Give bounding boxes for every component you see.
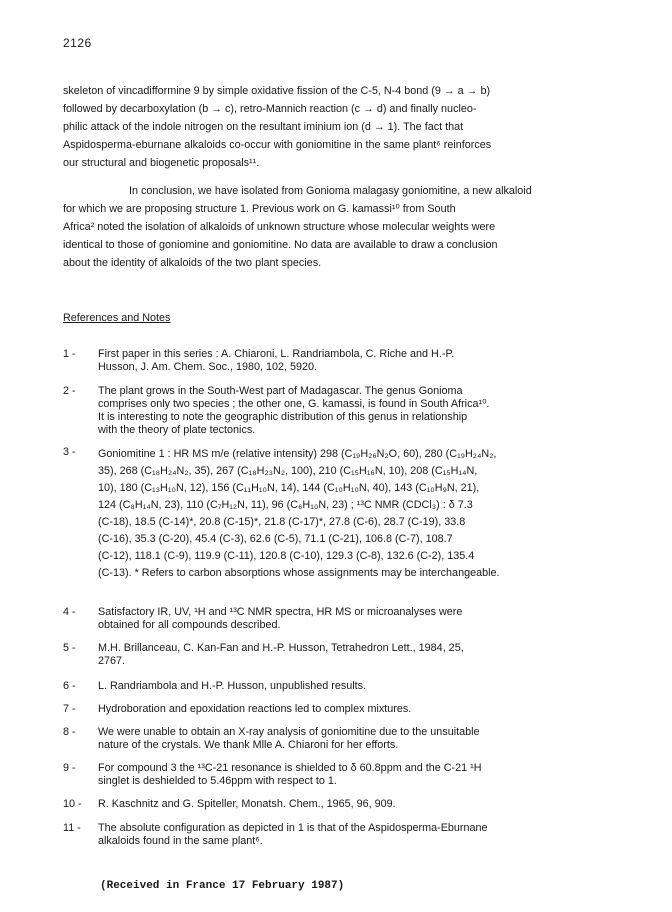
text-line: Hydroboration and epoxidation reactions led to complex mixtures. xyxy=(98,703,412,715)
text-line: with the theory of plate tectonics. xyxy=(98,424,256,436)
text-line: Husson, J. Am. Chem. Soc., 1980, 102, 5920. xyxy=(98,361,318,373)
text-line: skeleton of vincadifformine 9 by simple oxidative fission of the C-5, N-4 bond (9 → a → b) xyxy=(63,85,491,97)
reference-number: 6 - xyxy=(63,680,76,692)
reference-number: 8 - xyxy=(63,726,76,738)
text-line: 2767. xyxy=(98,655,126,667)
reference-number: 5 - xyxy=(63,642,76,654)
text-line: (C-18), 18.5 (C-14)*, 20.8 (C-15)*, 21.8 (C-17)*, 27.8 (C-6), 28.7 (C-19), 33.8 xyxy=(98,516,466,528)
reference-number: 1 - xyxy=(63,348,76,360)
received-date: (Received in France 17 February 1987) xyxy=(100,880,345,892)
text-line: R. Kaschnitz and G. Spiteller, Monatsh. Chem., 1965, 96, 909. xyxy=(98,798,396,810)
text-line: Aspidosperma-eburnane alkaloids co-occur with goniomitine in the same plant⁶ reinforces xyxy=(63,139,492,151)
references-heading: References and Notes xyxy=(63,312,171,324)
text-line: L. Randriambola and H.-P. Husson, unpublished results. xyxy=(98,680,367,692)
text-line: It is interesting to note the geographic distribution of this genus in relationship xyxy=(98,411,468,423)
text-line: Africa² noted the isolation of alkaloids of unknown structure whose molecular weights were xyxy=(63,221,496,233)
text-line: 10), 180 (C₁₃H₁₀N, 12), 156 (C₁₁H₁₀N, 14), 144 (C₁₀H₁₀N, 40), 143 (C₁₀H₉N, 21), xyxy=(98,482,480,494)
text-line: alkaloids found in the same plant⁶. xyxy=(98,835,263,847)
text-line: M.H. Brillanceau, C. Kan-Fan and H.-P. Husson, Tetrahedron Lett., 1984, 25, xyxy=(98,642,464,654)
text-line: 35), 268 (C₁₈H₂₄N₂, 35), 267 (C₁₈H₂₃N₂, 100), 210 (C₁₅H₁₆N, 10), 208 (C₁₅H₁₄N, xyxy=(98,465,478,477)
text-line: First paper in this series : A. Chiaroni, L. Randriambola, C. Riche and H.-P. xyxy=(98,348,455,360)
reference-number: 7 - xyxy=(63,703,76,715)
page-number: 2126 xyxy=(63,36,92,50)
text-line: identical to those of goniomine and goniomitine. No data are available to draw a conclusion xyxy=(63,239,498,251)
text-line: followed by decarboxylation (b → c), retro-Mannich reaction (c → d) and finally nucleo- xyxy=(63,103,477,115)
reference-number: 9 - xyxy=(63,762,76,774)
text-line: (C-16), 35.3 (C-20), 45.4 (C-3), 62.6 (C-5), 71.1 (C-21), 106.8 (C-7), 108.7 xyxy=(98,533,453,545)
text-line: obtained for all compounds described. xyxy=(98,619,281,631)
text-line: our structural and biogenetic proposals¹¹. xyxy=(63,157,260,169)
text-line: comprises only two species ; the other one, G. kamassi, is found in South Africa¹⁰. xyxy=(98,398,490,410)
body-paragraph-1 xyxy=(63,82,611,172)
reference-number: 11 - xyxy=(63,822,81,834)
text-line: philic attack of the indole nitrogen on the resultant iminium ion (d → 1). The fact that xyxy=(63,121,464,133)
reference-number: 10 - xyxy=(63,798,82,810)
text-line: Goniomitine 1 : HR MS m/e (relative intensity) 298 (C₁₉H₂₆N₂O, 60), 280 (C₁₉H₂₄N₂, xyxy=(98,448,497,460)
reference-number: 4 - xyxy=(63,606,76,618)
text-line: for which we are proposing structure 1. Previous work on G. kamassi¹⁰ from South xyxy=(63,203,456,215)
text-line: (C-12), 118.1 (C-9), 119.9 (C-11), 120.8 (C-10), 129.3 (C-8), 132.6 (C-2), 135.4 xyxy=(98,550,475,562)
text-line: In conclusion, we have isolated from Gonioma malagasy goniomitine, a new alkaloid xyxy=(129,185,532,197)
text-line: about the identity of alkaloids of the two plant species. xyxy=(63,257,322,269)
text-line: singlet is deshielded to 5.46ppm with respect to 1. xyxy=(98,775,337,787)
text-line: For compound 3 the ¹³C-21 resonance is shielded to δ 60.8ppm and the C-21 ¹H xyxy=(98,762,482,774)
text-line: (C-13). * Refers to carbon absorptions whose assignments may be interchangeable. xyxy=(98,567,500,579)
reference-number: 3 - xyxy=(63,446,76,458)
text-line: We were unable to obtain an X-ray analysis of goniomitine due to the unsuitable xyxy=(98,726,480,738)
text-line: Satisfactory IR, UV, ¹H and ¹³C NMR spectra, HR MS or microanalyses were xyxy=(98,606,463,618)
text-line: 124 (C₈H₁₄N, 23), 110 (C₇H₁₂N, 11), 96 (C₆H₁₀N, 23) ; ¹³C NMR (CDCl₃) : δ 7.3 xyxy=(98,499,473,511)
text-line: nature of the crystals. We thank Mlle A. Chiaroni for her efforts. xyxy=(98,739,399,751)
reference-number: 2 - xyxy=(63,385,76,397)
body-paragraph-2 xyxy=(63,182,611,272)
text-line: The absolute configuration as depicted in 1 is that of the Aspidosperma-Eburnane xyxy=(98,822,488,834)
text-line: The plant grows in the South-West part of Madagascar. The genus Gonioma xyxy=(98,385,463,397)
